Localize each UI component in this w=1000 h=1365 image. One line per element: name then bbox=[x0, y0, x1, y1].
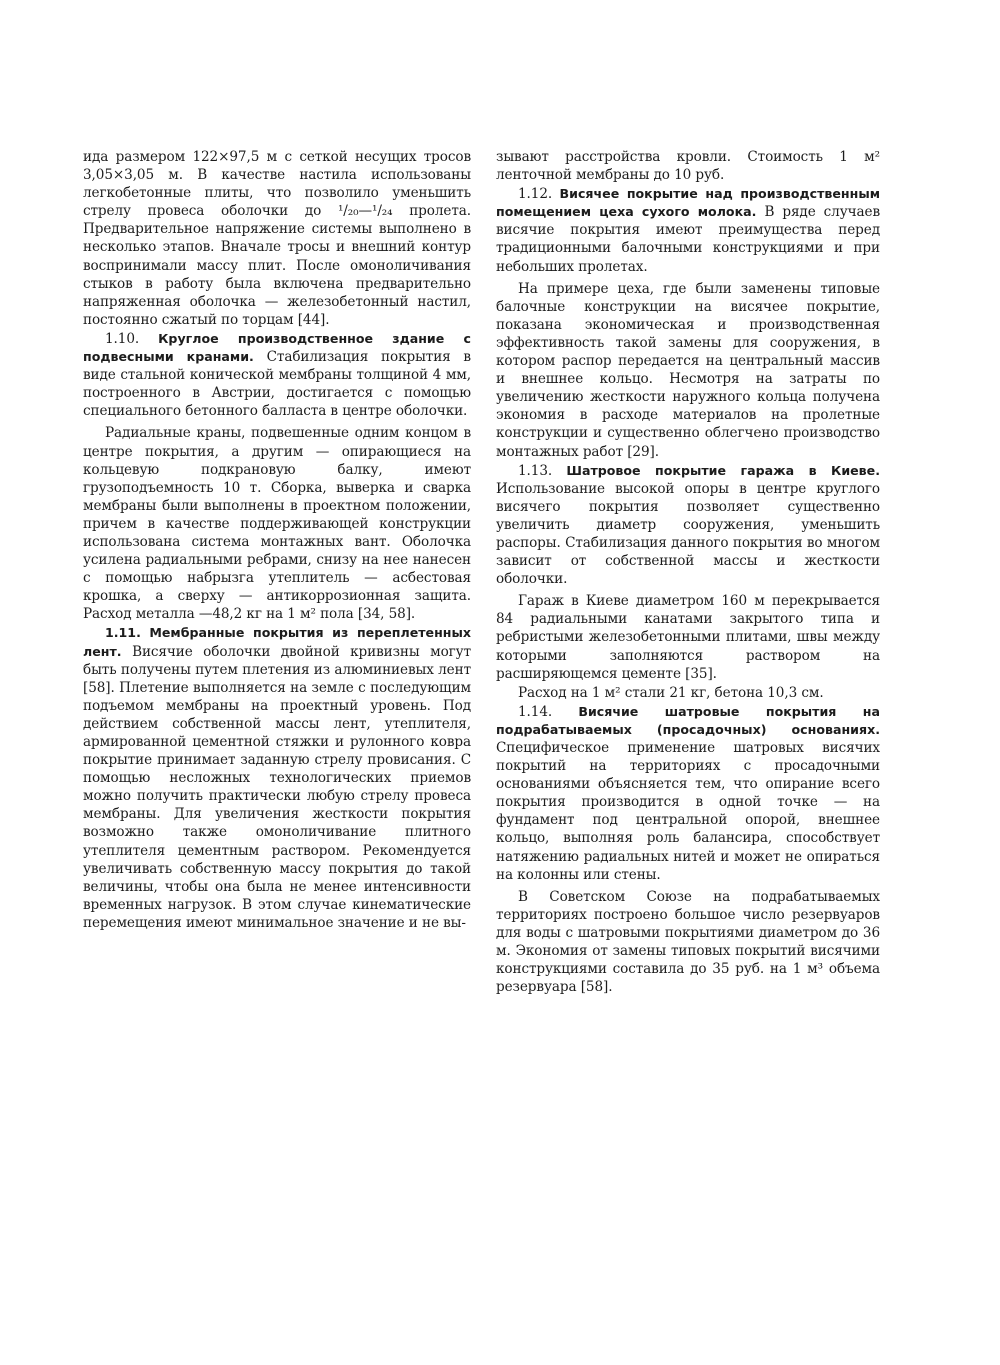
section-body: Стабилизация покрытия в виде стальной конической мембраны толщиной 4 мм, построенного в Австрии, достигается с помощью специального бетонного балласта в центре оболочки. bbox=[83, 349, 471, 420]
paragraph-soviet-union: В Советском Союзе на подрабатываемых территориях построено большое число резервуаров для воды с шатровыми покрытиями диаметром до 36 м. Экономия от замены типовых покрытий висячими конструкциями составила до 35 руб. на 1 м³ объема резервуара [58]. bbox=[496, 888, 880, 996]
paragraph-continued-text: зывают расстройства кровли. Стоимость 1 м² ленточной мембраны до 10 руб. bbox=[496, 149, 880, 184]
section-heading: Шатровое покрытие гаража в Киеве. bbox=[566, 462, 880, 478]
section-1-10 bbox=[83, 330, 471, 420]
paragraph-workshop-example: На примере цеха, где были заменены типовые балочные конструкции на висячее покрытие, показана экономическая и производственная эффективность такой замены для сооружения, в котором распор передается на центральный массив и внешнее кольцо. Несмотря на затраты по увеличению жесткости наружного кольца получена экономия в расходе материалов на пролетные конструкции и существенно облегчено производство монтажных работ [29]. bbox=[496, 280, 880, 460]
section-body: Специфическое применение шатровых висячих покрытий на территориях с просадочными основаниями объясняется тем, что опирание всего покрытия производится в одной точке — на фундамент под центральной опорой, внешнее кольцо, выполняя роль балансира, способствует натяжению радиальных нитей и может не опираться на колонны или стены. bbox=[496, 740, 880, 883]
section-heading: Висячее покрытие над производственным помещением цеха сухого молока. bbox=[496, 186, 880, 220]
section-heading: Мембранные покрытия из переплетенных лент. bbox=[83, 625, 471, 659]
section-number: 1.10. bbox=[105, 330, 140, 347]
section-1-14 bbox=[496, 703, 880, 884]
left-column bbox=[83, 148, 471, 933]
section-1-13 bbox=[496, 462, 880, 589]
section-number: 1.13. bbox=[518, 462, 553, 479]
section-number: 1.14. bbox=[518, 703, 553, 720]
paragraph-kiev-garage: Гараж в Киеве диаметром 160 м перекрывается 84 радиальными канатами закрытого типа и ребристыми железобетонными плитами, швы между которыми заполняются раствором на расширяющемся цементе [35]. bbox=[496, 593, 880, 682]
section-1-11 bbox=[83, 624, 471, 932]
section-number: 1.12. bbox=[518, 186, 553, 203]
section-body: Висячие оболочки двойной кривизны могут быть получены путем плетения из алюминиевых лент [58]. Плетение выполняется на земле с последующим подъемом мембраны на проектный уровень. Под действием собственной массы лент, утеплителя, армированной цементной стяжки и рулонного ковра покрытие принимает заданную стрелу провисания. С помощью несложных технологических приемов можно получить практически любую стрелу провеса мембраны. Для увеличения жесткости покрытия возможно также омоноличивание плитного утеплителя цементным раствором. Рекомендуется увеличивать собственную массу покрытия до такой величины, чтобы она была не менее интенсивности временных нагрузок. В этом случае кинематические перемещения имеют минимальное значение и не вы- bbox=[83, 643, 471, 931]
section-body: Использование высокой опоры в центре круглого висячего покрытия позволяет существенно увеличить диаметр сооружения, уменьшить распоры. Стабилизация данного покрытия во многом зависит от собственной массы и жесткости оболочки. bbox=[496, 480, 880, 588]
paragraph-material-consumption: Расход на 1 м² стали 21 кг, бетона 10,3 см. bbox=[518, 684, 824, 701]
section-heading: Висячие шатровые покрытия на подрабатываемых (просадочных) основаниях. bbox=[496, 703, 880, 737]
section-number: 1.11. bbox=[105, 625, 141, 641]
paragraph-radial-cranes: Радиальные краны, подвешенные одним концом в центре покрытия, а другим — опирающиеся на кольцевую подкрановую балку, имеют грузоподъемность 10 т. Сборка, выверка и сварка мембраны были выполнены в проектном положении, причем в качестве поддерживающей конструкции использована система монтажных вант. Оболочка усилена радиальными ребрами, снизу на нее нанесен с помощью набрызга утеплитель — асбестовая крошка, а сверху — антикоррозионная защита. Расход металла —48,2 кг на 1 м² пола [34, 58]. bbox=[83, 425, 471, 623]
section-1-12 bbox=[496, 185, 880, 275]
right-column bbox=[496, 148, 880, 997]
section-heading: Круглое производственное здание с подвесными кранами. bbox=[83, 330, 471, 365]
section-body: В ряде случаев висячие покрытия имеют преимущества перед традиционными балочными конструкциями и при небольших пролетах. bbox=[496, 204, 880, 275]
paragraph-continued-text: ида размером 122×97,5 м с сеткой несущих тросов 3,05×3,05 м. В качестве настила использованы легкобетонные плиты, что позволило уменьшить стрелу провеса оболочки до ¹/₂₀—¹/₂₄ пролета. Предварительное напряжение системы выполнено в несколько этапов. Вначале тросы и внешний контур воспринимали массу плит. После омоноличивания стыков в работу была включена предварительно напряженная оболочка — железобетонный настил, постоянно сжатый по торцам [44]. bbox=[83, 149, 471, 328]
